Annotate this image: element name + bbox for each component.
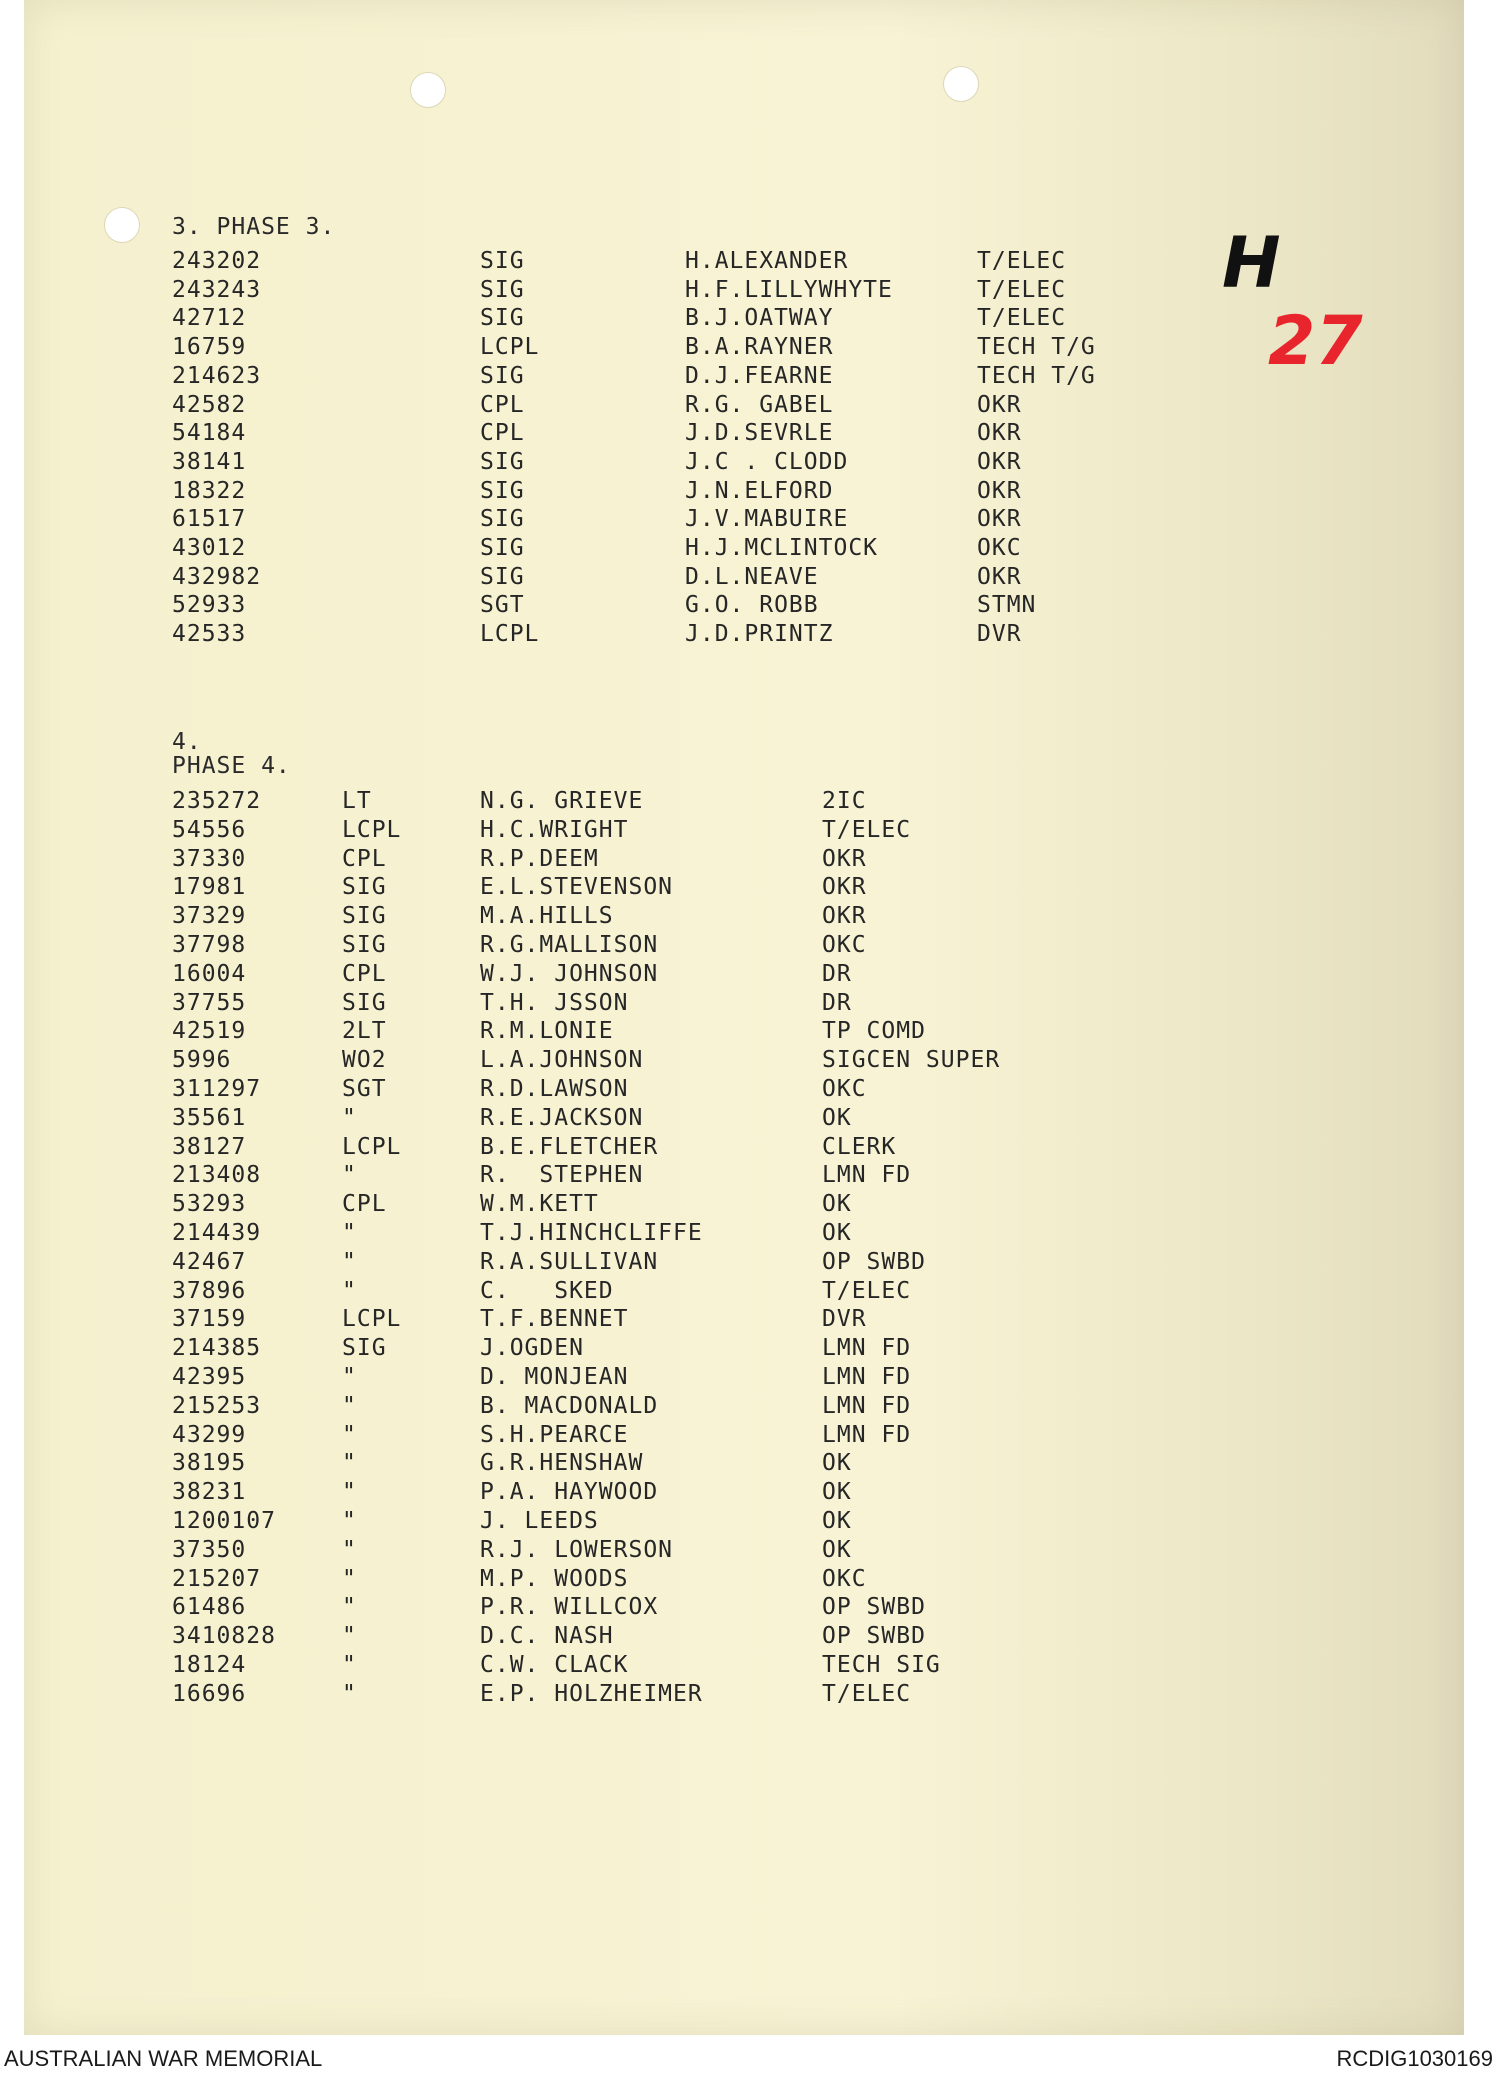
table-row	[0, 420, 1501, 449]
member-name: E.L.STEVENSON	[480, 874, 674, 901]
table-row	[0, 334, 1501, 363]
member-name: J.V.MABUIRE	[685, 506, 849, 533]
service-number: 17981	[172, 874, 247, 901]
role: OKR	[977, 506, 1022, 533]
role: STMN	[977, 592, 1037, 619]
member-name: J.D.SEVRLE	[685, 420, 834, 447]
role: OP SWBD	[822, 1248, 926, 1275]
rank: LCPL	[342, 1133, 402, 1160]
member-name: B.J.OATWAY	[685, 305, 834, 332]
phase4-heading: PHASE 4.	[172, 753, 291, 779]
service-number: 52933	[172, 592, 247, 619]
table-row	[0, 1047, 1501, 1076]
role: OK	[822, 1191, 852, 1218]
service-number: 61517	[172, 506, 247, 533]
member-name: W.M.KETT	[480, 1191, 599, 1218]
rank: "	[342, 1479, 357, 1506]
member-name: R.P.DEEM	[480, 845, 599, 872]
table-row	[0, 1594, 1501, 1623]
role: OKR	[977, 391, 1022, 418]
service-number: 432982	[172, 563, 262, 590]
table-row	[0, 1335, 1501, 1364]
service-number: 42533	[172, 621, 247, 648]
service-number: 38195	[172, 1450, 247, 1477]
rank: LCPL	[480, 621, 540, 648]
rank: "	[342, 1652, 357, 1678]
member-name: H.J.MCLINTOCK	[685, 535, 879, 561]
rank: "	[342, 1364, 357, 1390]
member-name: T.J.HINCHCLIFFE	[480, 1220, 703, 1246]
member-name: T.H. JSSON	[480, 989, 629, 1016]
rank: "	[342, 1104, 357, 1131]
table-row	[0, 592, 1501, 621]
rank: SIG	[480, 276, 525, 303]
member-name: M.P. WOODS	[480, 1565, 629, 1592]
role: TP COMD	[822, 1018, 926, 1045]
table-row	[0, 846, 1501, 875]
table-row	[0, 1566, 1501, 1595]
role: OKR	[822, 845, 867, 872]
role: TECH SIG	[822, 1652, 941, 1678]
table-row	[0, 1191, 1501, 1220]
rank: "	[342, 1450, 357, 1477]
footer-source: AUSTRALIAN WAR MEMORIAL	[4, 2046, 323, 2071]
member-name: N.G. GRIEVE	[480, 788, 644, 814]
role: T/ELEC	[822, 1277, 912, 1304]
table-row	[0, 1508, 1501, 1537]
service-number: 53293	[172, 1191, 247, 1218]
service-number: 35561	[172, 1104, 247, 1131]
rank: WO2	[342, 1047, 387, 1074]
table-row	[0, 621, 1501, 650]
service-number: 16696	[172, 1680, 247, 1707]
role: OK	[822, 1479, 852, 1506]
table-row	[0, 1537, 1501, 1566]
rank: SIG	[480, 563, 525, 590]
role: OKR	[977, 448, 1022, 475]
rank: "	[342, 1248, 357, 1275]
member-name: J.N.ELFORD	[685, 477, 834, 504]
table-row	[0, 1681, 1501, 1710]
rank: LT	[342, 788, 372, 814]
footer-record-id: RCDIG1030169	[1336, 2046, 1493, 2071]
table-row	[0, 1076, 1501, 1105]
rank: CPL	[480, 420, 525, 447]
rank: "	[342, 1565, 357, 1592]
table-row	[0, 1105, 1501, 1134]
service-number: 43299	[172, 1421, 247, 1448]
role: OKC	[822, 1076, 867, 1102]
table-row	[0, 1450, 1501, 1479]
rank: CPL	[480, 391, 525, 418]
member-name: R.D.LAWSON	[480, 1076, 629, 1102]
member-name: P.R. WILLCOX	[480, 1594, 659, 1621]
rank: "	[342, 1594, 357, 1621]
table-row	[0, 1162, 1501, 1191]
table-row	[0, 1220, 1501, 1249]
member-name: C. SKED	[480, 1277, 614, 1304]
role: LMN FD	[822, 1421, 912, 1448]
member-name: J.OGDEN	[480, 1335, 584, 1362]
rank: LCPL	[342, 816, 402, 843]
table-row	[0, 1422, 1501, 1451]
member-name: E.P. HOLZHEIMER	[480, 1680, 703, 1707]
service-number: 37896	[172, 1277, 247, 1304]
rank: SIG	[342, 989, 387, 1016]
role: OKC	[977, 535, 1022, 561]
member-name: J. LEEDS	[480, 1508, 599, 1534]
rank: 2LT	[342, 1018, 387, 1045]
service-number: 38141	[172, 448, 247, 475]
role: LMN FD	[822, 1392, 912, 1419]
rank: SIG	[342, 1335, 387, 1362]
rank: "	[342, 1421, 357, 1448]
role: SIGCEN SUPER	[822, 1047, 1001, 1074]
phase4-heading-number: 4.	[172, 729, 202, 755]
service-number: 16759	[172, 334, 247, 361]
member-name: R.E.JACKSON	[480, 1104, 644, 1131]
role: OK	[822, 1104, 852, 1131]
role: OK	[822, 1508, 852, 1534]
service-number: 311297	[172, 1076, 262, 1102]
member-name: D.L.NEAVE	[685, 563, 819, 590]
punch-hole	[410, 72, 446, 108]
rank: SIG	[480, 506, 525, 533]
role: T/ELEC	[977, 248, 1067, 274]
rank: SIG	[480, 535, 525, 561]
member-name: R.M.LONIE	[480, 1018, 614, 1045]
table-row	[0, 1278, 1501, 1307]
member-name: H.ALEXANDER	[685, 248, 849, 274]
service-number: 42582	[172, 391, 247, 418]
table-row	[0, 1306, 1501, 1335]
role: LMN FD	[822, 1364, 912, 1390]
member-name: G.R.HENSHAW	[480, 1450, 644, 1477]
service-number: 5996	[172, 1047, 232, 1074]
member-name: C.W. CLACK	[480, 1652, 629, 1678]
role: CLERK	[822, 1133, 897, 1160]
table-row	[0, 478, 1501, 507]
table-row	[0, 874, 1501, 903]
service-number: 214623	[172, 362, 262, 389]
member-name: S.H.PEARCE	[480, 1421, 629, 1448]
service-number: 43012	[172, 535, 247, 561]
service-number: 213408	[172, 1162, 262, 1189]
role: OKC	[822, 1565, 867, 1592]
role: LMN FD	[822, 1335, 912, 1362]
role: DVR	[822, 1306, 867, 1333]
handwritten-letter: H	[1222, 222, 1281, 304]
service-number: 16004	[172, 960, 247, 987]
rank: SIG	[480, 248, 525, 274]
member-name: G.O. ROBB	[685, 592, 819, 619]
service-number: 42395	[172, 1364, 247, 1390]
service-number: 37329	[172, 903, 247, 930]
member-name: W.J. JOHNSON	[480, 960, 659, 987]
table-row	[0, 1249, 1501, 1278]
table-row	[0, 1652, 1501, 1681]
rank: SIG	[342, 932, 387, 958]
punch-hole	[943, 66, 979, 102]
role: TECH T/G	[977, 362, 1096, 389]
service-number: 61486	[172, 1594, 247, 1621]
service-number: 54556	[172, 816, 247, 843]
member-name: R. STEPHEN	[480, 1162, 644, 1189]
service-number: 215207	[172, 1565, 262, 1592]
table-row	[0, 990, 1501, 1019]
service-number: 1200107	[172, 1508, 276, 1534]
table-row	[0, 1018, 1501, 1047]
rank: SGT	[342, 1076, 387, 1102]
table-row	[0, 248, 1501, 277]
service-number: 214385	[172, 1335, 262, 1362]
table-row	[0, 817, 1501, 846]
role: OK	[822, 1220, 852, 1246]
role: OKR	[977, 420, 1022, 447]
rank: "	[342, 1162, 357, 1189]
service-number: 215253	[172, 1392, 262, 1419]
member-name: R.G.MALLISON	[480, 932, 659, 958]
member-name: J.D.PRINTZ	[685, 621, 834, 648]
service-number: 37330	[172, 845, 247, 872]
rank: SIG	[342, 874, 387, 901]
phase3-heading: 3. PHASE 3.	[172, 214, 336, 240]
service-number: 18124	[172, 1652, 247, 1678]
service-number: 214439	[172, 1220, 262, 1246]
table-row	[0, 932, 1501, 961]
member-name: M.A.HILLS	[480, 903, 614, 930]
role: TECH T/G	[977, 334, 1096, 361]
role: T/ELEC	[977, 305, 1067, 332]
role: DR	[822, 989, 852, 1016]
table-row	[0, 788, 1501, 817]
member-name: J.C . CLODD	[685, 448, 849, 475]
table-row	[0, 1479, 1501, 1508]
rank: SIG	[480, 477, 525, 504]
member-name: H.C.WRIGHT	[480, 816, 629, 843]
service-number: 37350	[172, 1536, 247, 1563]
table-row	[0, 1393, 1501, 1422]
handwritten-page-number: 27	[1268, 302, 1363, 381]
role: OKR	[822, 874, 867, 901]
service-number: 243243	[172, 276, 262, 303]
table-row	[0, 506, 1501, 535]
service-number: 37159	[172, 1306, 247, 1333]
service-number: 18322	[172, 477, 247, 504]
role: OP SWBD	[822, 1594, 926, 1621]
service-number: 243202	[172, 248, 262, 274]
rank: SIG	[480, 305, 525, 332]
table-row	[0, 903, 1501, 932]
service-number: 37755	[172, 989, 247, 1016]
role: T/ELEC	[822, 1680, 912, 1707]
rank: "	[342, 1680, 357, 1707]
service-number: 54184	[172, 420, 247, 447]
role: OK	[822, 1536, 852, 1563]
table-row	[0, 449, 1501, 478]
service-number: 42467	[172, 1248, 247, 1275]
role: OKR	[977, 477, 1022, 504]
member-name: B. MACDONALD	[480, 1392, 659, 1419]
service-number: 3410828	[172, 1623, 276, 1650]
service-number: 42519	[172, 1018, 247, 1045]
member-name: L.A.JOHNSON	[480, 1047, 644, 1074]
rank: "	[342, 1220, 357, 1246]
rank: LCPL	[480, 334, 540, 361]
table-row	[0, 305, 1501, 334]
member-name: P.A. HAYWOOD	[480, 1479, 659, 1506]
rank: "	[342, 1508, 357, 1534]
role: OKR	[822, 903, 867, 930]
role: 2IC	[822, 788, 867, 814]
table-row	[0, 392, 1501, 421]
role: DVR	[977, 621, 1022, 648]
member-name: H.F.LILLYWHYTE	[685, 276, 893, 303]
service-number: 235272	[172, 788, 262, 814]
role: DR	[822, 960, 852, 987]
member-name: R.G. GABEL	[685, 391, 834, 418]
member-name: D.C. NASH	[480, 1623, 614, 1650]
table-row	[0, 1134, 1501, 1163]
role: T/ELEC	[822, 816, 912, 843]
table-row	[0, 363, 1501, 392]
rank: "	[342, 1277, 357, 1304]
rank: SGT	[480, 592, 525, 619]
role: LMN FD	[822, 1162, 912, 1189]
service-number: 37798	[172, 932, 247, 958]
role: OK	[822, 1450, 852, 1477]
rank: LCPL	[342, 1306, 402, 1333]
punch-hole	[104, 207, 140, 243]
table-row	[0, 277, 1501, 306]
rank: SIG	[480, 362, 525, 389]
rank: SIG	[480, 448, 525, 475]
rank: "	[342, 1392, 357, 1419]
member-name: D. MONJEAN	[480, 1364, 629, 1390]
service-number: 42712	[172, 305, 247, 332]
member-name: T.F.BENNET	[480, 1306, 629, 1333]
table-row	[0, 961, 1501, 990]
table-row	[0, 1364, 1501, 1393]
service-number: 38231	[172, 1479, 247, 1506]
table-row	[0, 1623, 1501, 1652]
rank: CPL	[342, 845, 387, 872]
member-name: R.A.SULLIVAN	[480, 1248, 659, 1275]
role: OKC	[822, 932, 867, 958]
role: T/ELEC	[977, 276, 1067, 303]
table-row	[0, 535, 1501, 564]
rank: CPL	[342, 960, 387, 987]
member-name: D.J.FEARNE	[685, 362, 834, 389]
service-number: 38127	[172, 1133, 247, 1160]
rank: CPL	[342, 1191, 387, 1218]
rank: "	[342, 1623, 357, 1650]
role: OKR	[977, 563, 1022, 590]
rank: "	[342, 1536, 357, 1563]
table-row	[0, 564, 1501, 593]
member-name: B.E.FLETCHER	[480, 1133, 659, 1160]
role: OP SWBD	[822, 1623, 926, 1650]
member-name: B.A.RAYNER	[685, 334, 834, 361]
member-name: R.J. LOWERSON	[480, 1536, 674, 1563]
rank: SIG	[342, 903, 387, 930]
